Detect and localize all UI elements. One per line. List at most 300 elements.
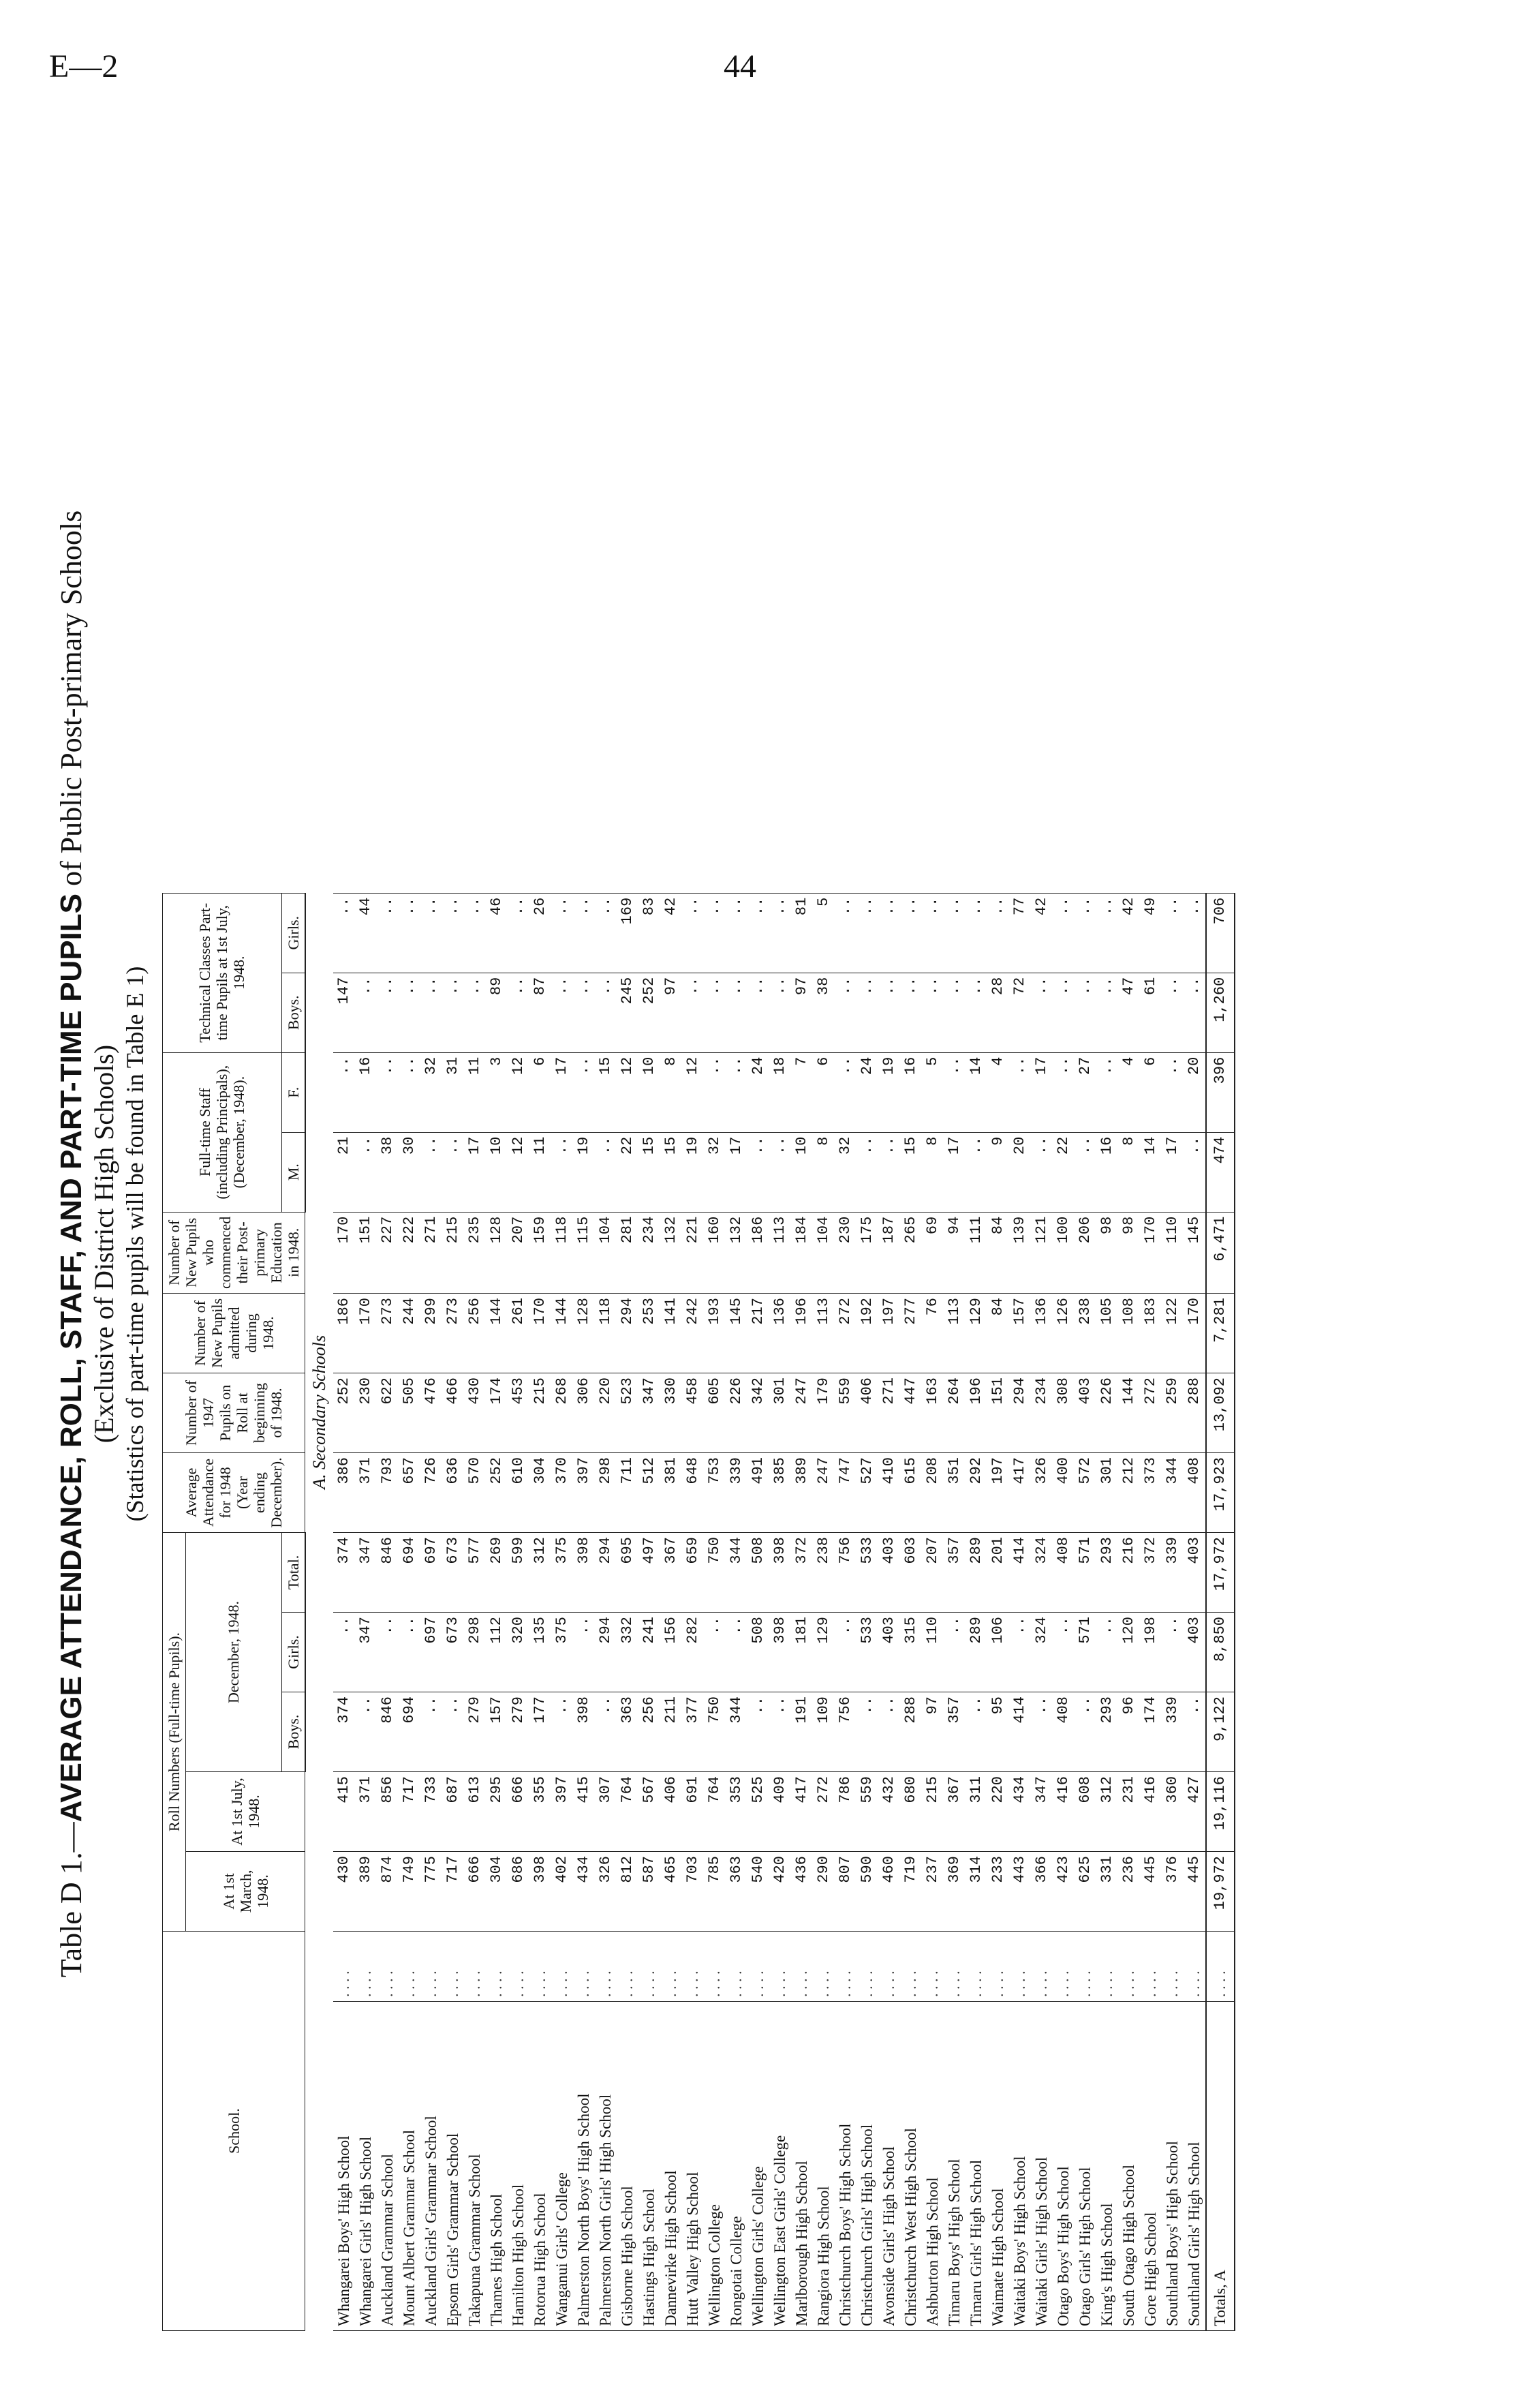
cell-att: 512 (638, 1453, 660, 1533)
cell-tb: 97 (791, 973, 813, 1052)
cell-admitted: 145 (726, 1294, 747, 1373)
total-total: 17,972 (1206, 1533, 1235, 1613)
table-row (1096, 893, 1118, 2330)
cell-admitted: 113 (813, 1294, 835, 1373)
cell-admitted: 170 (529, 1294, 551, 1373)
header-staff-m: M. (281, 1132, 305, 1212)
section-row (305, 893, 333, 2330)
cell-july: 355 (529, 1772, 551, 1852)
cell-tg: 5 (813, 893, 835, 973)
cell-boys: 398 (573, 1692, 595, 1772)
school-name: Auckland Grammar School (377, 2002, 399, 2331)
cell-m: .. (595, 1132, 617, 1212)
cell-admitted: 113 (944, 1294, 966, 1373)
cell-commenced: 132 (660, 1212, 682, 1293)
cell-tb: .. (1053, 973, 1075, 1052)
cell-p1947: 220 (595, 1373, 617, 1453)
cell-f: 18 (769, 1052, 791, 1132)
cell-july: 434 (1009, 1772, 1031, 1852)
cell-march: 369 (944, 1852, 966, 1932)
cell-girls: 289 (966, 1613, 987, 1692)
total-commenced: 6,471 (1206, 1212, 1235, 1293)
table-subtitle: (Exclusive of District High Schools) (89, 1044, 119, 1444)
cell-admitted: 294 (617, 1294, 638, 1373)
cell-p1947: 430 (464, 1373, 486, 1453)
cell-commenced: 184 (791, 1212, 813, 1293)
cell-july: 272 (813, 1772, 835, 1852)
leader-dots: . . . . (878, 1932, 900, 2002)
leader-dots: . . . . (508, 1932, 529, 2002)
school-name: Takapuna Grammar School (464, 2002, 486, 2331)
cell-tg: .. (595, 893, 617, 973)
cell-tb: .. (769, 973, 791, 1052)
cell-f: 11 (464, 1052, 486, 1132)
cell-f: 8 (660, 1052, 682, 1132)
cell-boys: 95 (987, 1692, 1009, 1772)
cell-m: 16 (1096, 1132, 1118, 1212)
cell-p1947: 163 (922, 1373, 944, 1453)
cell-m: 15 (660, 1132, 682, 1212)
cell-tg: .. (682, 893, 704, 973)
table-row (660, 893, 682, 2330)
cell-total: 347 (355, 1533, 377, 1613)
cell-f: 7 (791, 1052, 813, 1132)
cell-att: 491 (747, 1453, 769, 1533)
cell-girls: 320 (508, 1613, 529, 1692)
cell-tg: .. (1075, 893, 1096, 973)
table-row (333, 893, 355, 2330)
cell-july: 525 (747, 1772, 769, 1852)
cell-tg: .. (399, 893, 420, 973)
table-row (1118, 893, 1140, 2330)
cell-tb: .. (856, 973, 878, 1052)
cell-july: 717 (399, 1772, 420, 1852)
school-name: Southland Girls' High School (1184, 2002, 1206, 2331)
cell-tg: 77 (1009, 893, 1031, 973)
cell-boys: .. (856, 1692, 878, 1772)
cell-tg: 46 (486, 893, 508, 973)
cell-tg: 42 (1118, 893, 1140, 973)
cell-march: 290 (813, 1852, 835, 1932)
cell-att: 527 (856, 1453, 878, 1533)
cell-july: 416 (1053, 1772, 1075, 1852)
school-name: Epsom Girls' Grammar School (442, 2002, 464, 2331)
cell-commenced: 230 (835, 1212, 856, 1293)
cell-p1947: 306 (573, 1373, 595, 1453)
cell-commenced: 111 (966, 1212, 987, 1293)
cell-f: .. (1162, 1052, 1184, 1132)
cell-f: .. (399, 1052, 420, 1132)
cell-july: 764 (704, 1772, 726, 1852)
cell-boys: 756 (835, 1692, 856, 1772)
table-row (944, 893, 966, 2330)
cell-m: .. (551, 1132, 573, 1212)
table-row (922, 893, 944, 2330)
cell-total: 398 (769, 1533, 791, 1613)
cell-july: 371 (355, 1772, 377, 1852)
cell-admitted: 141 (660, 1294, 682, 1373)
leader-dots: . . . . (987, 1932, 1009, 2002)
cell-commenced: 128 (486, 1212, 508, 1293)
section-label: A. Secondary Schools (309, 1335, 329, 1489)
cell-commenced: 206 (1075, 1212, 1096, 1293)
cell-boys: 279 (508, 1692, 529, 1772)
cell-total: 374 (333, 1533, 355, 1613)
table-row (529, 893, 551, 2330)
table-row (1009, 893, 1031, 2330)
cell-total: 216 (1118, 1533, 1140, 1613)
table-row (617, 893, 638, 2330)
cell-boys: 279 (464, 1692, 486, 1772)
cell-tb: .. (573, 973, 595, 1052)
cell-tb: .. (1096, 973, 1118, 1052)
cell-admitted: 238 (1075, 1294, 1096, 1373)
table-row (573, 893, 595, 2330)
cell-att: 247 (813, 1453, 835, 1533)
table-note: (Statistics of part-time pupils will be found in Table E 1) (121, 966, 149, 1522)
leader-dots: . . . . (420, 1932, 442, 2002)
cell-p1947: 226 (1096, 1373, 1118, 1453)
cell-f: 12 (508, 1052, 529, 1132)
cell-tb: .. (355, 973, 377, 1052)
cell-tb: .. (922, 973, 944, 1052)
cell-march: 445 (1140, 1852, 1162, 1932)
cell-girls: 294 (595, 1613, 617, 1692)
total-july: 19,116 (1206, 1772, 1235, 1852)
cell-tb: 89 (486, 973, 508, 1052)
cell-att: 212 (1118, 1453, 1140, 1533)
cell-boys: 750 (704, 1692, 726, 1772)
school-name: Hastings High School (638, 2002, 660, 2331)
cell-p1947: 308 (1053, 1373, 1075, 1453)
cell-commenced: 234 (638, 1212, 660, 1293)
cell-tb: .. (1162, 973, 1184, 1052)
cell-f: .. (1009, 1052, 1031, 1132)
school-name: Palmerston North Girls' High School (595, 2002, 617, 2331)
cell-march: 314 (966, 1852, 987, 1932)
cell-total: 414 (1009, 1533, 1031, 1613)
cell-tg: .. (573, 893, 595, 973)
cell-commenced: 215 (442, 1212, 464, 1293)
cell-m: 17 (726, 1132, 747, 1212)
cell-f: 12 (617, 1052, 638, 1132)
cell-p1947: 234 (1031, 1373, 1053, 1453)
cell-att: 572 (1075, 1453, 1096, 1533)
cell-commenced: 100 (1053, 1212, 1075, 1293)
cell-boys: 256 (638, 1692, 660, 1772)
header-technical: Technical Classes Part-time Pupils at 1st July, 1948. (163, 893, 282, 1052)
cell-f: 31 (442, 1052, 464, 1132)
cell-tb: .. (420, 973, 442, 1052)
cell-commenced: 145 (1184, 1212, 1206, 1293)
school-name: Palmerston North Boys' High School (573, 2002, 595, 2331)
cell-tg: .. (922, 893, 944, 973)
cell-girls: 106 (987, 1613, 1009, 1692)
cell-boys: .. (1184, 1692, 1206, 1772)
cell-tb: 38 (813, 973, 835, 1052)
cell-total: 846 (377, 1533, 399, 1613)
cell-att: 726 (420, 1453, 442, 1533)
table-row (1053, 893, 1075, 2330)
cell-commenced: 281 (617, 1212, 638, 1293)
total-m: 474 (1206, 1132, 1235, 1212)
cell-girls: 112 (486, 1613, 508, 1692)
cell-tg: .. (987, 893, 1009, 973)
cell-girls: 110 (922, 1613, 944, 1692)
cell-admitted: 273 (377, 1294, 399, 1373)
cell-tg: .. (551, 893, 573, 973)
header-roll-group: Roll Numbers (Full-time Pupils). (163, 1533, 186, 1932)
cell-m: 32 (835, 1132, 856, 1212)
cell-p1947: 347 (638, 1373, 660, 1453)
cell-tg: .. (1162, 893, 1184, 973)
cell-march: 703 (682, 1852, 704, 1932)
cell-total: 599 (508, 1533, 529, 1613)
cell-march: 460 (878, 1852, 900, 1932)
header-tech-girls: Girls. (281, 893, 305, 973)
cell-p1947: 151 (987, 1373, 1009, 1453)
cell-tg: 26 (529, 893, 551, 973)
cell-tg: .. (900, 893, 922, 973)
cell-admitted: 108 (1118, 1294, 1140, 1373)
cell-tb: .. (595, 973, 617, 1052)
cell-m: 14 (1140, 1132, 1162, 1212)
cell-f: 6 (1140, 1052, 1162, 1132)
cell-commenced: 98 (1096, 1212, 1118, 1293)
total-tb: 1,260 (1206, 973, 1235, 1052)
leader-dots: . . . . (769, 1932, 791, 2002)
cell-total: 533 (856, 1533, 878, 1613)
cell-total: 403 (878, 1533, 900, 1613)
cell-tb: .. (966, 973, 987, 1052)
cell-f: 17 (551, 1052, 573, 1132)
cell-total: 289 (966, 1533, 987, 1613)
cell-tg: .. (508, 893, 529, 973)
cell-f: 24 (747, 1052, 769, 1132)
cell-girls: 403 (1184, 1613, 1206, 1692)
cell-tb: .. (1075, 973, 1096, 1052)
cell-march: 331 (1096, 1852, 1118, 1932)
cell-att: 747 (835, 1453, 856, 1533)
school-name: Wanganui Girls' College (551, 2002, 573, 2331)
cell-f: 10 (638, 1052, 660, 1132)
cell-total: 367 (660, 1533, 682, 1613)
cell-admitted: 272 (835, 1294, 856, 1373)
cell-att: 344 (1162, 1453, 1184, 1533)
cell-p1947: 174 (486, 1373, 508, 1453)
cell-admitted: 76 (922, 1294, 944, 1373)
table-row (595, 893, 617, 2330)
cell-boys: 408 (1053, 1692, 1075, 1772)
cell-f: 12 (682, 1052, 704, 1132)
cell-march: 465 (660, 1852, 682, 1932)
cell-tg: .. (420, 893, 442, 973)
cell-tg: 169 (617, 893, 638, 973)
cell-p1947: 268 (551, 1373, 573, 1453)
cell-m: 22 (1053, 1132, 1075, 1212)
cell-july: 360 (1162, 1772, 1184, 1852)
cell-total: 344 (726, 1533, 747, 1613)
cell-commenced: 110 (1162, 1212, 1184, 1293)
table-row (399, 893, 420, 2330)
cell-july: 415 (573, 1772, 595, 1852)
cell-admitted: 299 (420, 1294, 442, 1373)
cell-admitted: 273 (442, 1294, 464, 1373)
cell-f: 24 (856, 1052, 878, 1132)
cell-m: 15 (638, 1132, 660, 1212)
cell-tg: .. (1096, 893, 1118, 973)
school-name: Waitaki Boys' High School (1009, 2002, 1031, 2331)
cell-total: 398 (573, 1533, 595, 1613)
leader-dots: . . . . (856, 1932, 878, 2002)
cell-july: 397 (551, 1772, 573, 1852)
school-name: Southland Boys' High School (1162, 2002, 1184, 2331)
cell-tb: .. (377, 973, 399, 1052)
cell-f: 6 (813, 1052, 835, 1132)
cell-f: 32 (420, 1052, 442, 1132)
cell-tg: .. (333, 893, 355, 973)
cell-commenced: 132 (726, 1212, 747, 1293)
cell-p1947: 215 (529, 1373, 551, 1453)
school-name: Timaru Boys' High School (944, 2002, 966, 2331)
cell-m: 19 (573, 1132, 595, 1212)
cell-att: 301 (1096, 1453, 1118, 1533)
cell-girls: .. (333, 1613, 355, 1692)
school-name: Rotorua High School (529, 2002, 551, 2331)
school-name: Waimate High School (987, 2002, 1009, 2331)
cell-girls: 332 (617, 1613, 638, 1692)
cell-p1947: 622 (377, 1373, 399, 1453)
cell-tb: 87 (529, 973, 551, 1052)
cell-p1947: 476 (420, 1373, 442, 1453)
cell-boys: 377 (682, 1692, 704, 1772)
title-bold: AVERAGE ATTENDANCE, ROLL, STAFF, AND PART-TIME PUPILS (55, 893, 88, 1823)
cell-admitted: 192 (856, 1294, 878, 1373)
cell-admitted: 217 (747, 1294, 769, 1373)
cell-total: 756 (835, 1533, 856, 1613)
cell-admitted: 84 (987, 1294, 1009, 1373)
title-suffix: of Public Post-primary Schools (55, 510, 88, 894)
table-row (900, 893, 922, 2330)
cell-admitted: 122 (1162, 1294, 1184, 1373)
cell-f: .. (333, 1052, 355, 1132)
cell-tb: .. (726, 973, 747, 1052)
cell-girls: 282 (682, 1613, 704, 1692)
cell-admitted: 277 (900, 1294, 922, 1373)
school-name: Dannevirke High School (660, 2002, 682, 2331)
leader-dots: . . . . (1096, 1932, 1118, 2002)
page-code: E—2 (49, 48, 119, 85)
cell-march: 666 (464, 1852, 486, 1932)
leader-dots: . . . . (747, 1932, 769, 2002)
statistics-table (162, 893, 1235, 2331)
cell-m: .. (355, 1132, 377, 1212)
cell-commenced: 186 (747, 1212, 769, 1293)
cell-admitted: 170 (355, 1294, 377, 1373)
cell-boys: 357 (944, 1692, 966, 1772)
cell-m: 8 (1118, 1132, 1140, 1212)
cell-total: 294 (595, 1533, 617, 1613)
cell-m: 17 (944, 1132, 966, 1212)
cell-boys: .. (595, 1692, 617, 1772)
header-staff-f: F. (281, 1052, 305, 1132)
cell-july: 215 (922, 1772, 944, 1852)
cell-tg: .. (464, 893, 486, 973)
cell-f: 5 (922, 1052, 944, 1132)
table-row (355, 893, 377, 2330)
cell-att: 292 (966, 1453, 987, 1533)
cell-commenced: 151 (355, 1212, 377, 1293)
cell-tb: .. (835, 973, 856, 1052)
school-name: Rangiora High School (813, 2002, 835, 2331)
cell-july: 764 (617, 1772, 638, 1852)
cell-tg: .. (835, 893, 856, 973)
total-boys: 9,122 (1206, 1692, 1235, 1772)
cell-commenced: 139 (1009, 1212, 1031, 1293)
table-row (377, 893, 399, 2330)
cell-att: 381 (660, 1453, 682, 1533)
cell-boys: .. (878, 1692, 900, 1772)
cell-boys: .. (442, 1692, 464, 1772)
cell-commenced: 160 (704, 1212, 726, 1293)
cell-girls: 508 (747, 1613, 769, 1692)
cell-commenced: 170 (1140, 1212, 1162, 1293)
cell-p1947: 301 (769, 1373, 791, 1453)
cell-march: 807 (835, 1852, 856, 1932)
cell-boys: 109 (813, 1692, 835, 1772)
leader-dots: . . . . (660, 1932, 682, 2002)
table-body (305, 893, 1235, 2330)
cell-admitted: 186 (333, 1294, 355, 1373)
cell-p1947: 523 (617, 1373, 638, 1453)
cell-july: 406 (660, 1772, 682, 1852)
table-row (1140, 893, 1162, 2330)
cell-july: 680 (900, 1772, 922, 1852)
cell-att: 386 (333, 1453, 355, 1533)
cell-p1947: 330 (660, 1373, 682, 1453)
cell-total: 508 (747, 1533, 769, 1613)
cell-march: 443 (1009, 1852, 1031, 1932)
cell-boys: 414 (1009, 1692, 1031, 1772)
leader-dots: . . . . (966, 1932, 987, 2002)
cell-att: 385 (769, 1453, 791, 1533)
cell-july: 417 (791, 1772, 813, 1852)
cell-m: .. (442, 1132, 464, 1212)
cell-att: 410 (878, 1453, 900, 1533)
cell-att: 208 (922, 1453, 944, 1533)
cell-tg: 81 (791, 893, 813, 973)
cell-att: 408 (1184, 1453, 1206, 1533)
cell-p1947: 196 (966, 1373, 987, 1453)
cell-tb: 61 (1140, 973, 1162, 1052)
school-name: King's High School (1096, 2002, 1118, 2331)
cell-boys: 157 (486, 1692, 508, 1772)
cell-march: 625 (1075, 1852, 1096, 1932)
cell-boys: 846 (377, 1692, 399, 1772)
table-row (1031, 893, 1053, 2330)
leader-dots: . . . . (1140, 1932, 1162, 2002)
cell-f: 16 (900, 1052, 922, 1132)
leader-dots: . . . . (1162, 1932, 1184, 2002)
cell-july: 312 (1096, 1772, 1118, 1852)
cell-tg: 49 (1140, 893, 1162, 973)
cell-m: 32 (704, 1132, 726, 1212)
cell-march: 717 (442, 1852, 464, 1932)
cell-m: 22 (617, 1132, 638, 1212)
cell-march: 874 (377, 1852, 399, 1932)
cell-f: 27 (1075, 1052, 1096, 1132)
school-name: Avonside Girls' High School (878, 2002, 900, 2331)
